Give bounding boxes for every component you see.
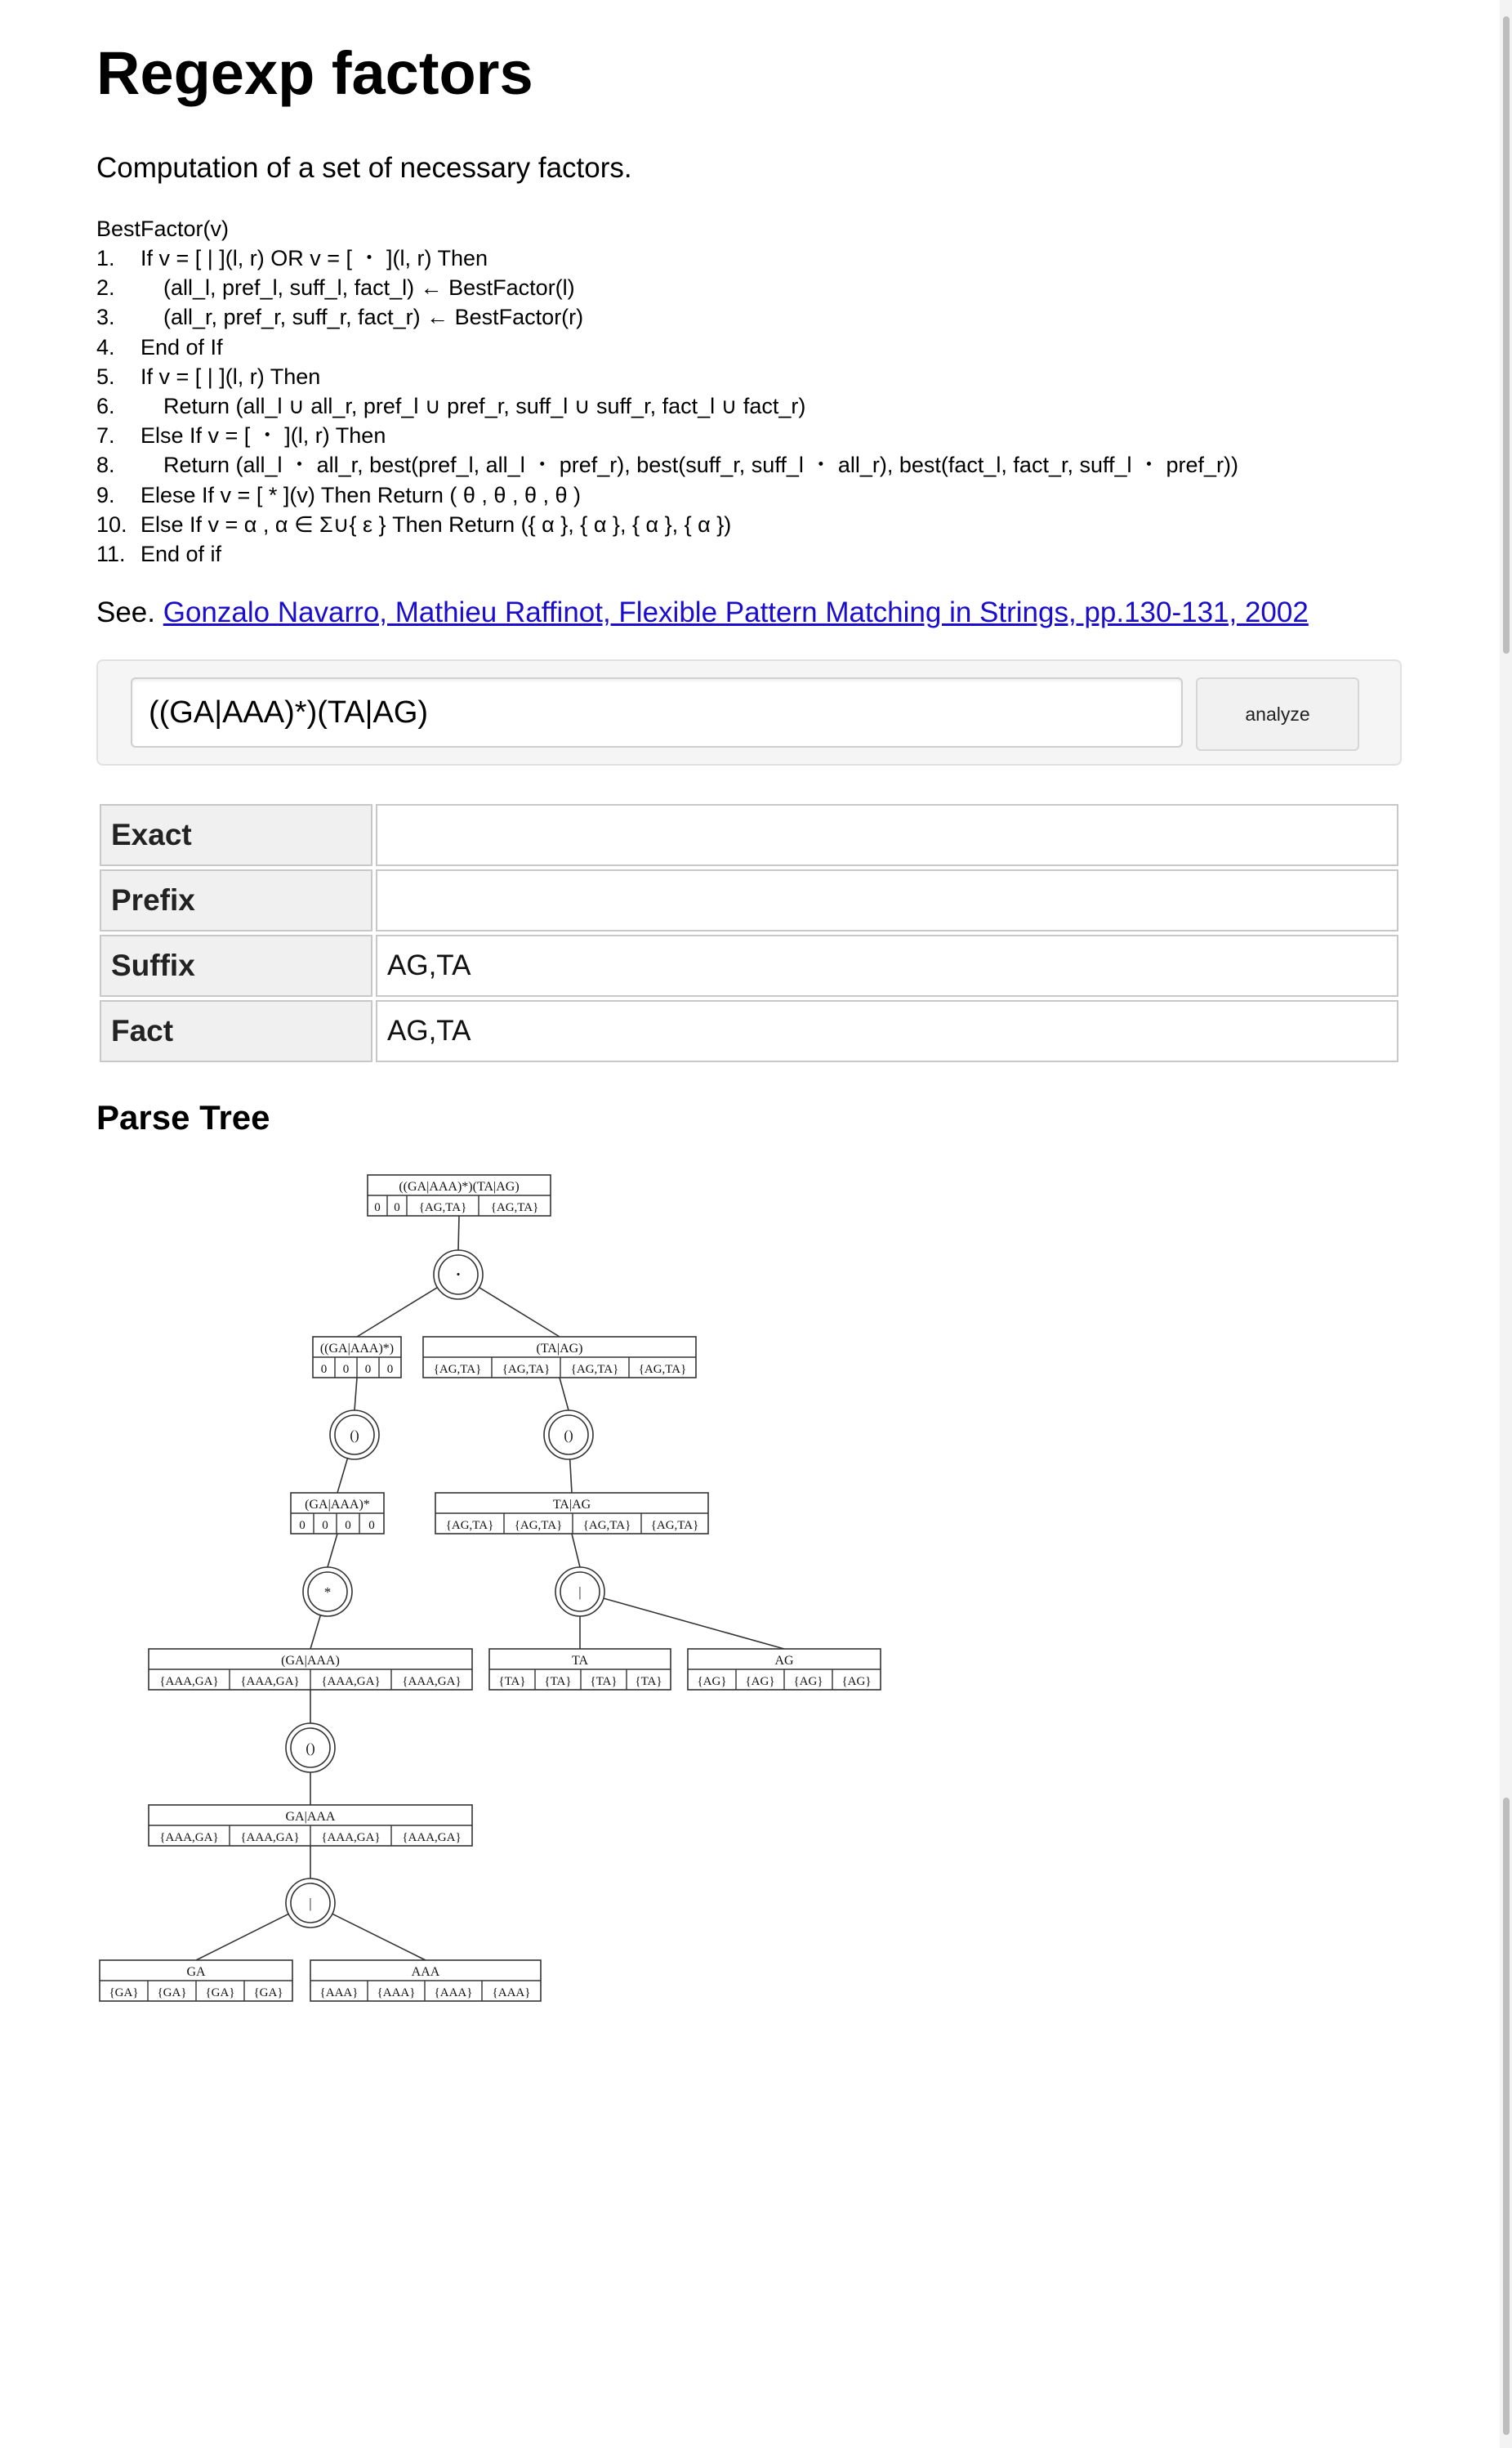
- tree-node-label: GA|AAA: [285, 1810, 336, 1824]
- parse-tree-heading: Parse Tree: [96, 1098, 270, 1137]
- tree-node-label: ((GA|AAA)*)(TA|AG): [399, 1180, 520, 1194]
- line-number: 11.: [96, 541, 126, 566]
- operator-symbol: *: [323, 1584, 332, 1600]
- tree-edge: [458, 1216, 459, 1250]
- tree-node-cell: {AAA}: [377, 1986, 416, 1999]
- tree-node-cell: {AG,TA}: [582, 1519, 631, 1532]
- result-value: AG,TA: [376, 1000, 1398, 1062]
- result-label: Exact: [100, 804, 372, 866]
- line-text: Else If v = [ ・ ](l, r) Then: [140, 423, 386, 449]
- operator-symbol: (): [350, 1427, 359, 1443]
- tree-node-cell: {AG}: [697, 1675, 727, 1688]
- analyze-button[interactable]: analyze: [1196, 677, 1359, 751]
- tree-node-cell: 0: [299, 1519, 306, 1532]
- tree-node-cell: {AAA}: [434, 1986, 473, 1999]
- tree-edge: [560, 1378, 569, 1410]
- tree-node-cell: {TA}: [498, 1675, 526, 1688]
- tree-node-label: AG: [774, 1654, 794, 1668]
- line-number: 8.: [96, 453, 115, 478]
- line-number: 7.: [96, 423, 115, 449]
- tree-node-cell: 0: [374, 1201, 381, 1214]
- tree-node-cell: 0: [386, 1363, 394, 1376]
- page-title: Regexp factors: [96, 39, 533, 107]
- page-subtitle: Computation of a set of necessary factors.: [96, 152, 632, 184]
- tree-edge: [196, 1914, 288, 1960]
- tree-node-cell: {AG,TA}: [502, 1363, 551, 1376]
- tree-node-label: (GA|AAA)*: [305, 1498, 370, 1512]
- line-text: If v = [ | ](l, r) OR v = [ ・ ](l, r) Then: [140, 246, 488, 270]
- tree-node-cell: {AAA,GA}: [240, 1831, 300, 1844]
- tree-node-cell: {AAA,GA}: [321, 1675, 381, 1688]
- line-text: End of if: [140, 541, 222, 566]
- tree-node-cell: {AG}: [793, 1675, 823, 1688]
- tree-node-cell: {AAA,GA}: [159, 1675, 219, 1688]
- tree-node-cell: {TA}: [635, 1675, 662, 1688]
- tree-node-label: ((GA|AAA)*): [319, 1342, 395, 1356]
- tree-node-cell: {AAA,GA}: [321, 1831, 381, 1844]
- tree-node-cell: {TA}: [590, 1675, 618, 1688]
- tree-node-label: GA: [186, 1965, 206, 1979]
- tree-node-cell: {GA}: [157, 1986, 187, 1999]
- tree-edge: [479, 1288, 560, 1337]
- line-number: 4.: [96, 334, 115, 360]
- operator-symbol: (): [306, 1740, 315, 1756]
- tree-node-cell: {AG,TA}: [418, 1201, 467, 1214]
- scrollbar-thumb-lower[interactable]: [1503, 1798, 1510, 2435]
- tree-node-cell: {AG,TA}: [514, 1519, 563, 1532]
- result-label: Prefix: [100, 869, 372, 931]
- algorithm-title: BestFactor(v): [96, 217, 230, 241]
- result-value: AG,TA: [376, 935, 1398, 997]
- operator-symbol: |: [309, 1896, 312, 1911]
- tree-node-label: (TA|AG): [536, 1342, 583, 1356]
- line-number: 2.: [96, 275, 115, 301]
- tree-node-cell: 0: [368, 1519, 375, 1532]
- tree-edge: [604, 1598, 784, 1649]
- tree-node-cell: {AAA,GA}: [159, 1831, 219, 1844]
- tree-node-cell: {AG}: [745, 1675, 775, 1688]
- tree-node-cell: {AG}: [841, 1675, 872, 1688]
- line-text: Elese If v = [ * ](v) Then Return ( θ , θ , θ , θ ): [140, 482, 581, 507]
- tree-node-cell: 0: [345, 1519, 351, 1532]
- line-text: Return (all_l ∪ all_r, pref_l ∪ pref_r, suff_l ∪ suff_r, fact_l ∪ fact_r): [163, 393, 806, 418]
- line-text: Return (all_l ・ all_r, best(pref_l, all_l ・ pref_r), best(suff_r, suff_l ・ all_r), best(fact_l, fact_r, suff_l ・ pref_r)): [163, 453, 1239, 478]
- tree-node-cell: {GA}: [253, 1986, 283, 1999]
- result-label: Suffix: [100, 935, 372, 997]
- line-text: End of If: [140, 334, 223, 360]
- line-number: 5.: [96, 364, 115, 389]
- line-number: 9.: [96, 482, 115, 507]
- tree-edge: [572, 1534, 580, 1567]
- tree-node-cell: 0: [320, 1363, 328, 1376]
- tree-edge: [328, 1534, 337, 1567]
- tree-node-cell: {AG,TA}: [650, 1519, 699, 1532]
- scrollbar-thumb[interactable]: [1503, 16, 1510, 654]
- tree-edge: [310, 1615, 320, 1649]
- tree-node-cell: {AAA}: [319, 1986, 359, 1999]
- tree-edge: [337, 1459, 347, 1493]
- tree-node-label: TA: [571, 1654, 589, 1668]
- tree-node-cell: {AG,TA}: [433, 1363, 482, 1376]
- tree-node-cell: {AAA,GA}: [402, 1831, 462, 1844]
- line-text: (all_r, pref_r, suff_r, fact_r) ← BestFactor(r): [163, 305, 584, 330]
- tree-node-cell: 0: [364, 1363, 372, 1376]
- tree-node-cell: {GA}: [109, 1986, 139, 1999]
- reference-prefix: See.: [96, 596, 163, 628]
- reference-link[interactable]: Gonzalo Navarro, Mathieu Raffinot, Flexible Pattern Matching in Strings, pp.130-131, 2002: [163, 596, 1309, 628]
- line-number: 10.: [96, 511, 127, 537]
- line-number: 1.: [96, 246, 115, 270]
- tree-node-label: (GA|AAA): [281, 1654, 340, 1668]
- tree-node-cell: {AAA,GA}: [402, 1675, 462, 1688]
- tree-node-cell: {AAA,GA}: [240, 1675, 300, 1688]
- tree-node-cell: {AAA}: [492, 1986, 531, 1999]
- line-number: 3.: [96, 305, 115, 330]
- line-text: (all_l, pref_l, suff_l, fact_l) ← BestFactor(l): [163, 275, 575, 301]
- line-text: If v = [ | ](l, r) Then: [140, 364, 321, 389]
- tree-node-cell: {GA}: [205, 1986, 235, 1999]
- tree-node-cell: 0: [394, 1201, 400, 1214]
- tree-node-cell: 0: [342, 1363, 350, 1376]
- tree-node-cell: {AG,TA}: [638, 1363, 687, 1376]
- operator-symbol: |: [578, 1584, 582, 1600]
- tree-edge: [570, 1459, 572, 1493]
- result-label: Fact: [100, 1000, 372, 1062]
- tree-edge: [332, 1914, 426, 1960]
- tree-node-cell: {AG,TA}: [445, 1519, 494, 1532]
- operator-symbol: (): [564, 1427, 573, 1443]
- tree-node-cell: {AG,TA}: [570, 1363, 619, 1376]
- tree-node-cell: 0: [322, 1519, 328, 1532]
- tree-edge: [357, 1288, 437, 1337]
- tree-edge: [355, 1378, 357, 1410]
- tree-node-label: AAA: [411, 1965, 440, 1979]
- tree-node-cell: {AG,TA}: [490, 1201, 539, 1214]
- tree-node-label: TA|AG: [552, 1498, 591, 1512]
- line-number: 6.: [96, 393, 115, 418]
- operator-symbol: ・: [451, 1267, 466, 1283]
- tree-node-cell: {TA}: [544, 1675, 572, 1688]
- line-text: Else If v = α , α ∈ Σ∪{ ε } Then Return ({ α }, { α }, { α }, { α }): [140, 511, 732, 537]
